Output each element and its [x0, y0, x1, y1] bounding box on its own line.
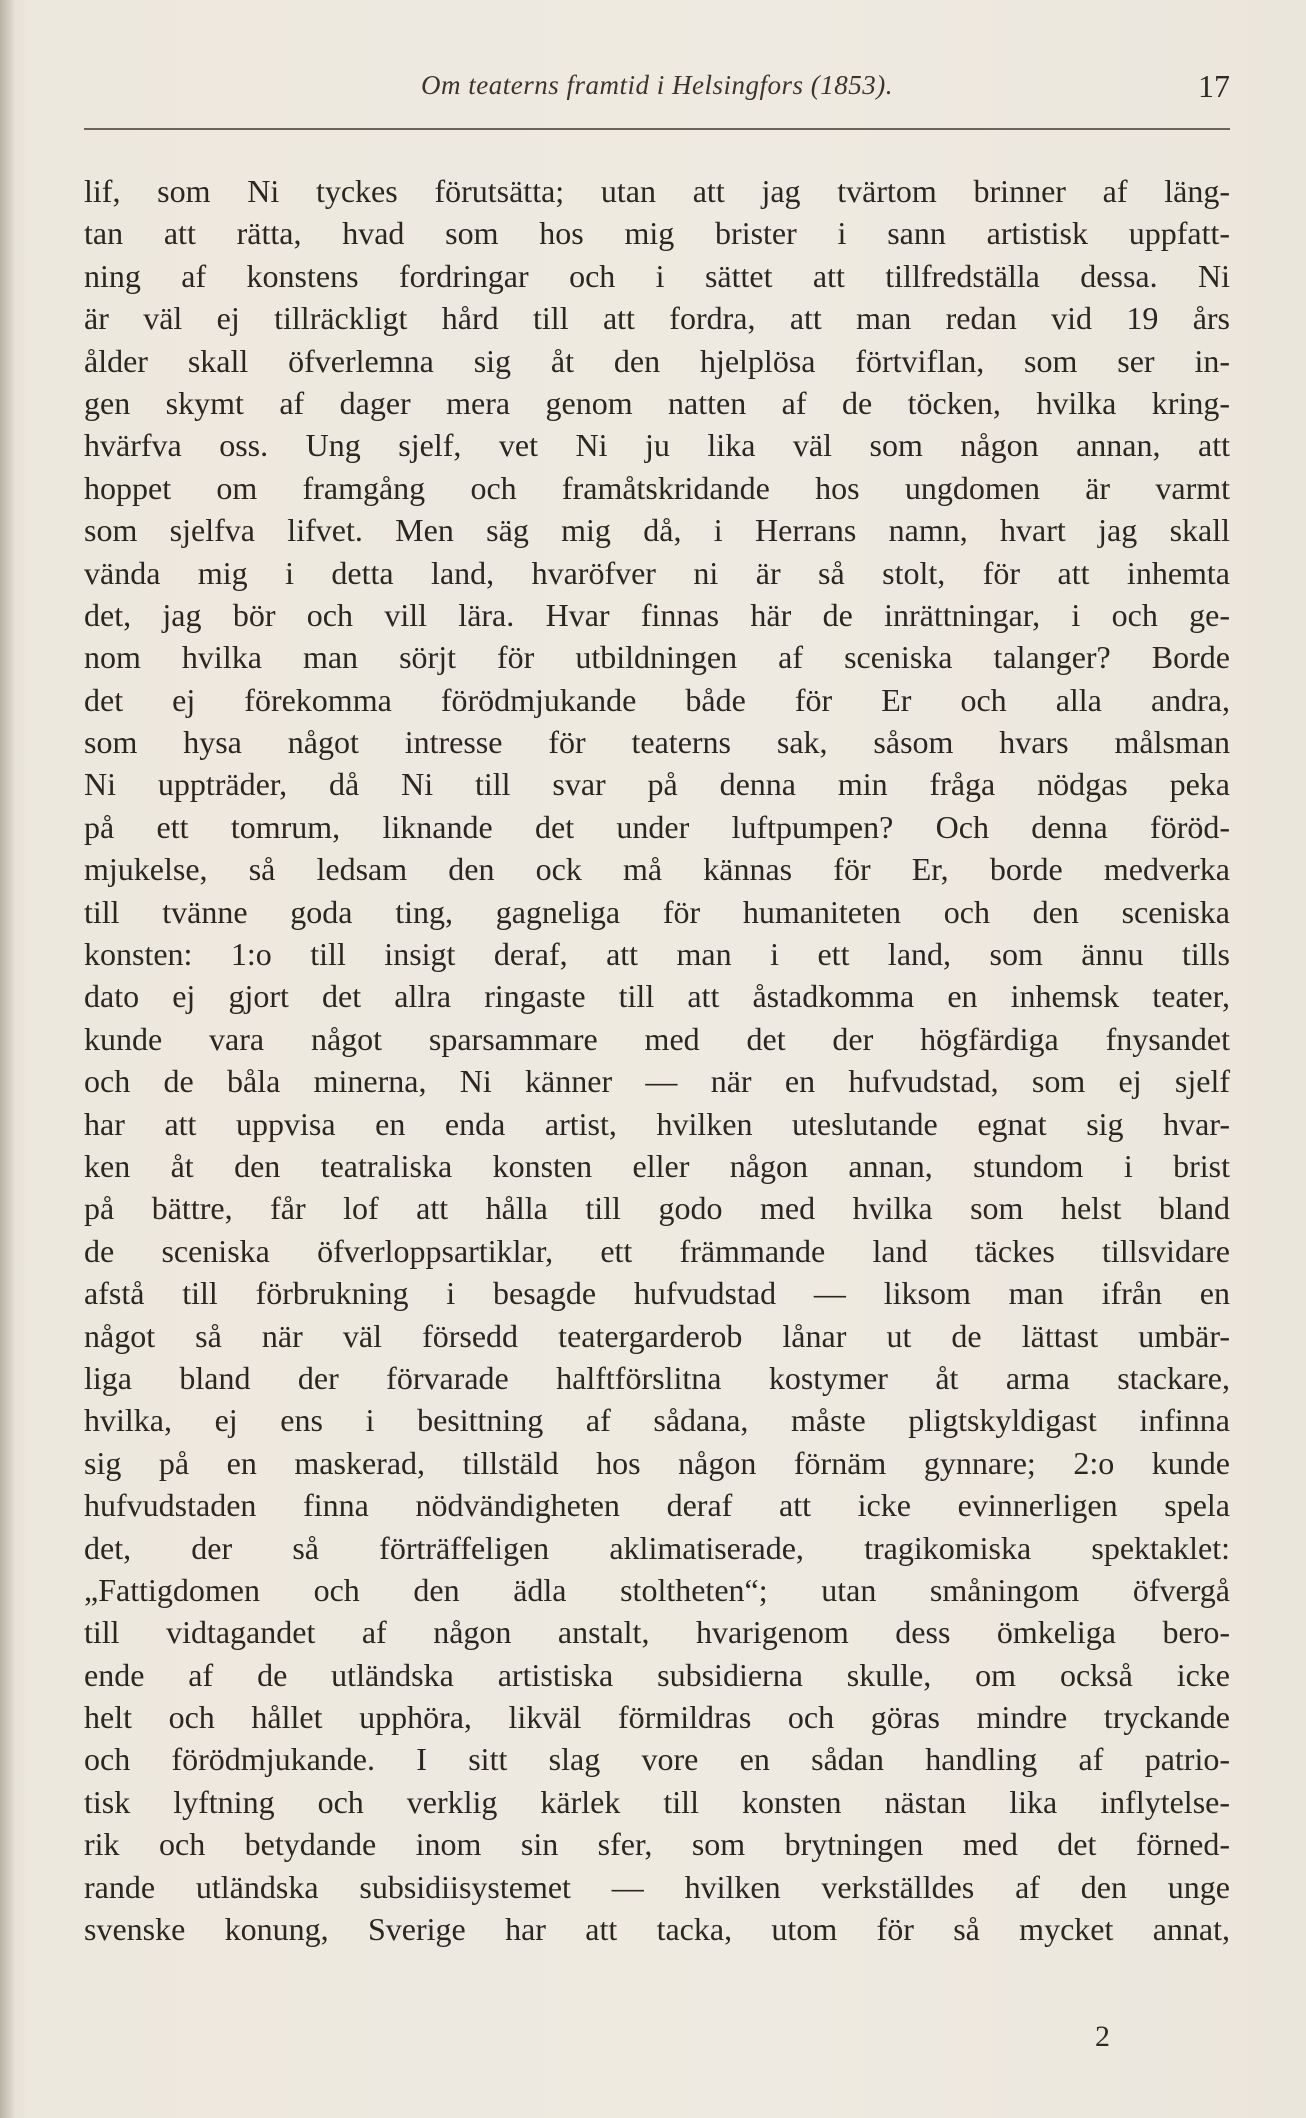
text-line: och de båla minerna, Ni känner — när en hufvudstad, som ej sjelf [84, 1063, 1230, 1100]
text-line: hvilka, ej ens i besittning af sådana, måste pligtskyldigast infinna [84, 1402, 1230, 1439]
text-line: det, jag bör och vill lära. Hvar finnas här de inrättningar, i och ge- [84, 596, 1230, 633]
text-line: det, der så förträffeligen aklimatiserade, tragikomiska spektaklet: [84, 1529, 1230, 1566]
text-line: afstå till förbrukning i besagde hufvudstad — liksom man ifrån en [84, 1275, 1230, 1312]
text-line: gen skymt af dager mera genom natten af de töcken, hvilka kring- [84, 384, 1230, 421]
text-line: ålder skall öfverlemna sig åt den hjelplösa förtviflan, som ser in- [84, 342, 1230, 379]
text-line: på bättre, får lof att hålla till godo med hvilka som helst bland [84, 1190, 1230, 1227]
text-line: är väl ej tillräckligt hård till att fordra, att man redan vid 19 års [84, 300, 1230, 337]
text-line: till vidtagandet af någon anstalt, hvarigenom dess ömkeliga bero- [84, 1614, 1230, 1651]
text-line: och förödmjukande. I sitt slag vore en sådan handling af patrio- [84, 1741, 1230, 1778]
text-line: liga bland der förvarade halftförslitna kostymer åt arma stackare, [84, 1359, 1230, 1396]
text-line: något så när väl försedd teatergarderob lånar ut de lättast umbär- [84, 1317, 1230, 1354]
text-line: till tvänne goda ting, gagneliga för humaniteten och den sceniska [84, 893, 1230, 930]
text-line: hvärfva oss. Ung sjelf, vet Ni ju lika väl som någon annan, att [84, 427, 1230, 464]
text-line: har att uppvisa en enda artist, hvilken uteslutande egnat sig hvar- [84, 1105, 1230, 1142]
text-line: tisk lyftning och verklig kärlek till konsten nästan lika inflytelse- [84, 1783, 1230, 1820]
text-line: hoppet om framgång och framåtskridande hos ungdomen är varmt [84, 469, 1230, 506]
text-line: ken åt den teatraliska konsten eller någon annan, stundom i brist [84, 1147, 1230, 1184]
signature-mark: 2 [1095, 2020, 1110, 2053]
text-line: det ej förekomma förödmjukande både för Er och alla andra, [84, 681, 1230, 718]
body-text [84, 170, 1230, 1950]
text-line: som sjelfva lifvet. Men säg mig då, i Herrans namn, hvart jag skall [84, 512, 1230, 549]
text-line: ning af konstens fordringar och i sättet att tillfredställa dessa. Ni [84, 257, 1230, 294]
text-line: hufvudstaden finna nödvändigheten deraf att icke evinnerligen spela [84, 1487, 1230, 1524]
page-binding-edge [0, 0, 14, 2118]
text-line: sig på en maskerad, tillstäld hos någon förnäm gynnare; 2:o kunde [84, 1444, 1230, 1481]
text-line: tan att rätta, hvad som hos mig brister i sann artistisk uppfatt- [84, 215, 1230, 252]
running-head [84, 68, 1230, 116]
text-line: de sceniska öfverloppsartiklar, ett främmande land täckes tillsvidare [84, 1232, 1230, 1269]
text-line: rik och betydande inom sin sfer, som brytningen med det förned- [84, 1826, 1230, 1863]
text-line: vända mig i detta land, hvaröfver ni är så stolt, för att inhemta [84, 554, 1230, 591]
text-line: mjukelse, så ledsam den ock må kännas för Er, borde medverka [84, 851, 1230, 888]
text-line: på ett tomrum, liknande det under luftpumpen? Och denna föröd- [84, 808, 1230, 845]
header-rule [84, 128, 1230, 130]
text-line: som hysa något intresse för teaterns sak, såsom hvars målsman [84, 724, 1230, 761]
text-line: dato ej gjort det allra ringaste till att åstadkomma en inhemsk teater, [84, 978, 1230, 1015]
text-line: lif, som Ni tyckes förutsätta; utan att jag tvärtom brinner af läng- [84, 173, 1230, 209]
page-number: 17 [1198, 68, 1230, 104]
text-line: konsten: 1:o till insigt deraf, att man i ett land, som ännu tills [84, 936, 1230, 973]
text-line: ende af de utländska artistiska subsidierna skulle, om också icke [84, 1656, 1230, 1693]
text-line: nom hvilka man sörjt för utbildningen af sceniska talanger? Borde [84, 639, 1230, 676]
text-line: kunde vara något sparsammare med det der högfärdiga fnysandet [84, 1020, 1230, 1057]
text-line: svenske konung, Sverige har att tacka, utom för så mycket annat, [84, 1911, 1230, 1948]
text-line: „Fattigdomen och den ädla stoltheten“; utan småningom öfvergå [84, 1571, 1230, 1608]
text-line: rande utländska subsidiisystemet — hvilken verkställdes af den unge [84, 1868, 1230, 1905]
text-line: helt och hållet upphöra, likväl förmildras och göras mindre tryckande [84, 1699, 1230, 1736]
text-line: Ni uppträder, då Ni till svar på denna min fråga nödgas peka [84, 766, 1230, 803]
running-title: Om teaterns framtid i Helsingfors (1853). [421, 70, 893, 100]
